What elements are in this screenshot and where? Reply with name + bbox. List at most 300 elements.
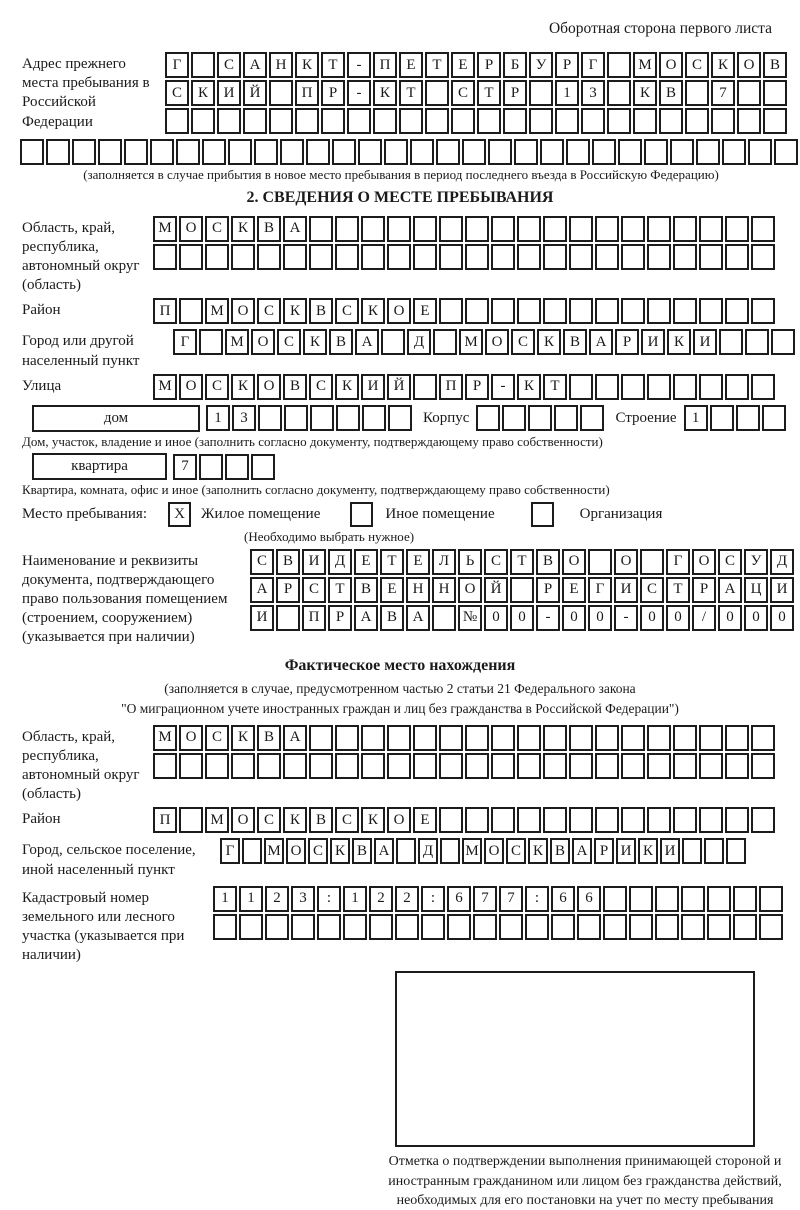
char-cell[interactable] xyxy=(763,108,787,134)
char-cell[interactable] xyxy=(681,914,705,940)
char-cell[interactable] xyxy=(707,914,731,940)
char-cell[interactable] xyxy=(20,139,44,165)
char-cell[interactable]: Р xyxy=(321,80,345,106)
char-cell[interactable]: Т xyxy=(425,52,449,78)
char-cell[interactable]: К xyxy=(638,838,658,864)
char-cell[interactable]: Д xyxy=(770,549,794,575)
char-cell[interactable]: К xyxy=(361,807,385,833)
char-cell[interactable]: А xyxy=(354,605,378,631)
char-cell[interactable] xyxy=(595,216,619,242)
char-cell[interactable] xyxy=(751,216,775,242)
char-cell[interactable] xyxy=(242,838,262,864)
char-cell[interactable]: М xyxy=(459,329,483,355)
char-cell[interactable]: К xyxy=(517,374,541,400)
char-cell[interactable]: 2 xyxy=(369,886,393,912)
char-cell[interactable]: Т xyxy=(666,577,690,603)
char-cell[interactable] xyxy=(569,216,593,242)
char-cell[interactable]: Р xyxy=(477,52,501,78)
char-cell[interactable] xyxy=(295,108,319,134)
char-cell[interactable] xyxy=(710,405,734,431)
char-cell[interactable]: О xyxy=(659,52,683,78)
char-cell[interactable]: В xyxy=(380,605,404,631)
char-cell[interactable] xyxy=(291,914,315,940)
char-cell[interactable]: Е xyxy=(562,577,586,603)
char-cell[interactable]: С xyxy=(205,374,229,400)
char-cell[interactable]: П xyxy=(153,807,177,833)
char-cell[interactable]: Д xyxy=(418,838,438,864)
char-cell[interactable] xyxy=(543,298,567,324)
char-cell[interactable]: 0 xyxy=(562,605,586,631)
char-cell[interactable]: И xyxy=(250,605,274,631)
checkbox-residential[interactable]: X xyxy=(168,502,191,527)
char-cell[interactable]: - xyxy=(536,605,560,631)
char-cell[interactable] xyxy=(165,108,189,134)
char-cell[interactable] xyxy=(569,244,593,270)
char-cell[interactable] xyxy=(659,108,683,134)
char-cell[interactable] xyxy=(699,374,723,400)
char-cell[interactable] xyxy=(384,139,408,165)
char-cell[interactable]: Е xyxy=(380,577,404,603)
char-cell[interactable]: К xyxy=(667,329,691,355)
char-cell[interactable]: 7 xyxy=(499,886,523,912)
char-cell[interactable]: С xyxy=(335,807,359,833)
char-cell[interactable] xyxy=(759,886,783,912)
char-cell[interactable] xyxy=(673,244,697,270)
char-cell[interactable] xyxy=(335,216,359,242)
char-cell[interactable] xyxy=(150,139,174,165)
char-cell[interactable] xyxy=(673,807,697,833)
char-cell[interactable]: Д xyxy=(328,549,352,575)
char-cell[interactable] xyxy=(257,244,281,270)
char-cell[interactable]: О xyxy=(562,549,586,575)
char-cell[interactable] xyxy=(528,405,552,431)
char-cell[interactable]: В xyxy=(257,725,281,751)
char-cell[interactable]: П xyxy=(295,80,319,106)
char-cell[interactable] xyxy=(737,108,761,134)
char-cell[interactable] xyxy=(704,838,724,864)
char-cell[interactable]: А xyxy=(572,838,592,864)
char-cell[interactable] xyxy=(347,108,371,134)
char-cell[interactable] xyxy=(592,139,616,165)
char-cell[interactable] xyxy=(751,807,775,833)
char-cell[interactable] xyxy=(725,807,749,833)
char-cell[interactable] xyxy=(517,244,541,270)
char-cell[interactable] xyxy=(655,886,679,912)
char-cell[interactable] xyxy=(369,914,393,940)
char-cell[interactable] xyxy=(607,52,631,78)
char-cell[interactable] xyxy=(525,914,549,940)
char-cell[interactable] xyxy=(595,807,619,833)
char-cell[interactable] xyxy=(309,216,333,242)
char-cell[interactable]: 1 xyxy=(213,886,237,912)
char-cell[interactable] xyxy=(685,80,709,106)
char-cell[interactable] xyxy=(580,405,604,431)
char-cell[interactable] xyxy=(725,216,749,242)
char-cell[interactable] xyxy=(603,914,627,940)
char-cell[interactable] xyxy=(433,329,457,355)
char-cell[interactable] xyxy=(225,454,249,480)
char-cell[interactable]: Р xyxy=(465,374,489,400)
char-cell[interactable]: Г xyxy=(581,52,605,78)
char-cell[interactable]: Й xyxy=(243,80,267,106)
char-cell[interactable] xyxy=(751,374,775,400)
char-cell[interactable]: П xyxy=(373,52,397,78)
char-cell[interactable] xyxy=(231,244,255,270)
char-cell[interactable]: Т xyxy=(321,52,345,78)
char-cell[interactable] xyxy=(199,329,223,355)
char-cell[interactable] xyxy=(476,405,500,431)
char-cell[interactable] xyxy=(737,80,761,106)
char-cell[interactable]: Р xyxy=(594,838,614,864)
char-cell[interactable] xyxy=(439,298,463,324)
char-cell[interactable] xyxy=(387,753,411,779)
char-cell[interactable]: Й xyxy=(387,374,411,400)
char-cell[interactable] xyxy=(124,139,148,165)
char-cell[interactable]: И xyxy=(660,838,680,864)
char-cell[interactable]: В xyxy=(354,577,378,603)
char-cell[interactable] xyxy=(283,244,307,270)
char-cell[interactable]: О xyxy=(458,577,482,603)
char-cell[interactable] xyxy=(621,216,645,242)
char-cell[interactable]: А xyxy=(243,52,267,78)
char-cell[interactable] xyxy=(670,139,694,165)
char-cell[interactable]: С xyxy=(309,374,333,400)
char-cell[interactable] xyxy=(699,244,723,270)
char-cell[interactable]: С xyxy=(484,549,508,575)
char-cell[interactable] xyxy=(321,108,345,134)
char-cell[interactable] xyxy=(569,298,593,324)
char-cell[interactable]: Р xyxy=(555,52,579,78)
char-cell[interactable]: С xyxy=(257,298,281,324)
char-cell[interactable]: М xyxy=(633,52,657,78)
char-cell[interactable] xyxy=(618,139,642,165)
char-cell[interactable] xyxy=(733,886,757,912)
char-cell[interactable]: К xyxy=(191,80,215,106)
char-cell[interactable] xyxy=(745,329,769,355)
char-cell[interactable] xyxy=(502,405,526,431)
char-cell[interactable] xyxy=(439,807,463,833)
char-cell[interactable]: П xyxy=(439,374,463,400)
char-cell[interactable] xyxy=(774,139,798,165)
char-cell[interactable]: И xyxy=(616,838,636,864)
char-cell[interactable] xyxy=(517,807,541,833)
char-cell[interactable] xyxy=(673,374,697,400)
char-cell[interactable] xyxy=(607,108,631,134)
char-cell[interactable]: 1 xyxy=(343,886,367,912)
char-cell[interactable] xyxy=(529,108,553,134)
char-cell[interactable] xyxy=(699,216,723,242)
char-cell[interactable]: Р xyxy=(503,80,527,106)
char-cell[interactable]: О xyxy=(737,52,761,78)
char-cell[interactable] xyxy=(607,80,631,106)
char-cell[interactable] xyxy=(387,725,411,751)
char-cell[interactable] xyxy=(465,216,489,242)
char-cell[interactable] xyxy=(465,807,489,833)
char-cell[interactable] xyxy=(477,108,501,134)
char-cell[interactable] xyxy=(595,374,619,400)
char-cell[interactable] xyxy=(421,914,445,940)
char-cell[interactable]: Е xyxy=(354,549,378,575)
char-cell[interactable]: В xyxy=(536,549,560,575)
char-cell[interactable] xyxy=(439,725,463,751)
char-cell[interactable]: Н xyxy=(432,577,456,603)
char-cell[interactable]: 6 xyxy=(577,886,601,912)
char-cell[interactable] xyxy=(491,298,515,324)
char-cell[interactable] xyxy=(439,244,463,270)
checkbox-other-premises[interactable] xyxy=(350,502,373,527)
char-cell[interactable]: В xyxy=(550,838,570,864)
char-cell[interactable] xyxy=(243,108,267,134)
char-cell[interactable] xyxy=(306,139,330,165)
char-cell[interactable]: Т xyxy=(399,80,423,106)
char-cell[interactable] xyxy=(265,914,289,940)
char-cell[interactable]: И xyxy=(693,329,717,355)
char-cell[interactable]: А xyxy=(374,838,394,864)
char-cell[interactable] xyxy=(373,108,397,134)
char-cell[interactable] xyxy=(199,454,223,480)
char-cell[interactable]: М xyxy=(205,298,229,324)
char-cell[interactable] xyxy=(462,139,486,165)
char-cell[interactable] xyxy=(517,725,541,751)
char-cell[interactable]: И xyxy=(217,80,241,106)
char-cell[interactable] xyxy=(673,725,697,751)
char-cell[interactable]: М xyxy=(225,329,249,355)
char-cell[interactable] xyxy=(191,52,215,78)
char-cell[interactable] xyxy=(621,753,645,779)
char-cell[interactable] xyxy=(540,139,564,165)
char-cell[interactable] xyxy=(269,80,293,106)
char-cell[interactable] xyxy=(381,329,405,355)
char-cell[interactable] xyxy=(517,298,541,324)
char-cell[interactable] xyxy=(98,139,122,165)
char-cell[interactable] xyxy=(569,807,593,833)
char-cell[interactable] xyxy=(621,807,645,833)
char-cell[interactable]: С xyxy=(165,80,189,106)
char-cell[interactable]: 3 xyxy=(232,405,256,431)
char-cell[interactable] xyxy=(439,753,463,779)
char-cell[interactable]: О xyxy=(484,838,504,864)
char-cell[interactable]: М xyxy=(153,725,177,751)
char-cell[interactable]: О xyxy=(387,298,411,324)
char-cell[interactable]: С xyxy=(511,329,535,355)
char-cell[interactable] xyxy=(588,549,612,575)
char-cell[interactable]: А xyxy=(589,329,613,355)
char-cell[interactable]: О xyxy=(179,725,203,751)
char-cell[interactable]: О xyxy=(251,329,275,355)
char-cell[interactable] xyxy=(343,914,367,940)
char-cell[interactable]: М xyxy=(153,374,177,400)
char-cell[interactable]: О xyxy=(387,807,411,833)
char-cell[interactable]: К xyxy=(537,329,561,355)
char-cell[interactable] xyxy=(510,577,534,603)
char-cell[interactable] xyxy=(387,244,411,270)
char-cell[interactable] xyxy=(762,405,786,431)
char-cell[interactable] xyxy=(309,753,333,779)
char-cell[interactable] xyxy=(395,914,419,940)
char-cell[interactable]: А xyxy=(355,329,379,355)
char-cell[interactable]: А xyxy=(283,216,307,242)
char-cell[interactable]: 0 xyxy=(718,605,742,631)
char-cell[interactable]: 7 xyxy=(711,80,735,106)
char-cell[interactable]: Й xyxy=(484,577,508,603)
char-cell[interactable]: С xyxy=(685,52,709,78)
char-cell[interactable]: : xyxy=(525,886,549,912)
char-cell[interactable] xyxy=(310,405,334,431)
char-cell[interactable]: И xyxy=(361,374,385,400)
char-cell[interactable] xyxy=(621,374,645,400)
char-cell[interactable] xyxy=(751,725,775,751)
char-cell[interactable] xyxy=(361,244,385,270)
char-cell[interactable]: 2 xyxy=(395,886,419,912)
char-cell[interactable] xyxy=(179,244,203,270)
char-cell[interactable]: С xyxy=(277,329,301,355)
char-cell[interactable] xyxy=(358,139,382,165)
char-cell[interactable] xyxy=(191,108,215,134)
char-cell[interactable] xyxy=(396,838,416,864)
char-cell[interactable]: Г xyxy=(165,52,189,78)
char-cell[interactable]: 0 xyxy=(588,605,612,631)
char-cell[interactable] xyxy=(361,753,385,779)
char-cell[interactable] xyxy=(647,298,671,324)
char-cell[interactable]: Е xyxy=(451,52,475,78)
char-cell[interactable]: Т xyxy=(543,374,567,400)
char-cell[interactable] xyxy=(595,753,619,779)
char-cell[interactable] xyxy=(335,244,359,270)
char-cell[interactable] xyxy=(228,139,252,165)
char-cell[interactable]: 3 xyxy=(291,886,315,912)
char-cell[interactable]: Л xyxy=(432,549,456,575)
char-cell[interactable] xyxy=(473,914,497,940)
checkbox-organization[interactable] xyxy=(531,502,554,527)
char-cell[interactable] xyxy=(202,139,226,165)
char-cell[interactable]: И xyxy=(770,577,794,603)
char-cell[interactable]: М xyxy=(462,838,482,864)
char-cell[interactable] xyxy=(707,886,731,912)
char-cell[interactable] xyxy=(566,139,590,165)
char-cell[interactable]: : xyxy=(421,886,445,912)
char-cell[interactable] xyxy=(451,108,475,134)
char-cell[interactable] xyxy=(699,725,723,751)
char-cell[interactable] xyxy=(465,753,489,779)
char-cell[interactable] xyxy=(332,139,356,165)
char-cell[interactable]: : xyxy=(317,886,341,912)
char-cell[interactable] xyxy=(388,405,412,431)
char-cell[interactable]: С xyxy=(257,807,281,833)
char-cell[interactable] xyxy=(258,405,282,431)
char-cell[interactable] xyxy=(205,753,229,779)
char-cell[interactable] xyxy=(425,108,449,134)
char-cell[interactable] xyxy=(72,139,96,165)
char-cell[interactable] xyxy=(699,753,723,779)
char-cell[interactable]: Г xyxy=(173,329,197,355)
char-cell[interactable]: 1 xyxy=(684,405,708,431)
char-cell[interactable] xyxy=(309,725,333,751)
char-cell[interactable] xyxy=(699,298,723,324)
char-cell[interactable] xyxy=(387,216,411,242)
char-cell[interactable]: С xyxy=(302,577,326,603)
char-cell[interactable]: - xyxy=(347,52,371,78)
char-cell[interactable] xyxy=(629,914,653,940)
char-cell[interactable] xyxy=(517,753,541,779)
char-cell[interactable]: - xyxy=(614,605,638,631)
char-cell[interactable] xyxy=(725,753,749,779)
char-cell[interactable] xyxy=(361,216,385,242)
char-cell[interactable]: М xyxy=(205,807,229,833)
char-cell[interactable]: Г xyxy=(588,577,612,603)
char-cell[interactable]: У xyxy=(744,549,768,575)
char-cell[interactable] xyxy=(711,108,735,134)
char-cell[interactable] xyxy=(413,374,437,400)
char-cell[interactable] xyxy=(581,108,605,134)
char-cell[interactable] xyxy=(399,108,423,134)
char-cell[interactable]: К xyxy=(231,725,255,751)
char-cell[interactable] xyxy=(621,244,645,270)
char-cell[interactable]: К xyxy=(361,298,385,324)
char-cell[interactable] xyxy=(603,886,627,912)
char-cell[interactable]: О xyxy=(231,807,255,833)
char-cell[interactable] xyxy=(682,838,702,864)
char-cell[interactable]: Р xyxy=(536,577,560,603)
char-cell[interactable] xyxy=(751,244,775,270)
char-cell[interactable] xyxy=(633,108,657,134)
char-cell[interactable] xyxy=(251,454,275,480)
char-cell[interactable]: К xyxy=(231,216,255,242)
char-cell[interactable]: 0 xyxy=(666,605,690,631)
char-cell[interactable]: Ь xyxy=(458,549,482,575)
char-cell[interactable] xyxy=(491,244,515,270)
char-cell[interactable]: - xyxy=(347,80,371,106)
char-cell[interactable] xyxy=(413,725,437,751)
char-cell[interactable] xyxy=(413,244,437,270)
char-cell[interactable]: П xyxy=(153,298,177,324)
char-cell[interactable]: К xyxy=(335,374,359,400)
char-cell[interactable] xyxy=(577,914,601,940)
char-cell[interactable]: А xyxy=(283,725,307,751)
char-cell[interactable] xyxy=(696,139,720,165)
char-cell[interactable]: К xyxy=(711,52,735,78)
char-cell[interactable] xyxy=(673,753,697,779)
char-cell[interactable]: 3 xyxy=(581,80,605,106)
char-cell[interactable] xyxy=(213,914,237,940)
char-cell[interactable] xyxy=(736,405,760,431)
char-cell[interactable] xyxy=(413,753,437,779)
char-cell[interactable]: 0 xyxy=(744,605,768,631)
char-cell[interactable] xyxy=(436,139,460,165)
char-cell[interactable] xyxy=(759,914,783,940)
char-cell[interactable] xyxy=(555,108,579,134)
char-cell[interactable]: № xyxy=(458,605,482,631)
char-cell[interactable]: И xyxy=(641,329,665,355)
char-cell[interactable] xyxy=(153,244,177,270)
char-cell[interactable]: С xyxy=(640,577,664,603)
char-cell[interactable] xyxy=(569,374,593,400)
char-cell[interactable]: 0 xyxy=(640,605,664,631)
char-cell[interactable] xyxy=(595,725,619,751)
char-cell[interactable]: С xyxy=(718,549,742,575)
char-cell[interactable] xyxy=(647,807,671,833)
char-cell[interactable] xyxy=(751,753,775,779)
char-cell[interactable]: В xyxy=(763,52,787,78)
char-cell[interactable] xyxy=(179,298,203,324)
char-cell[interactable]: В xyxy=(659,80,683,106)
char-cell[interactable] xyxy=(699,807,723,833)
char-cell[interactable]: К xyxy=(295,52,319,78)
char-cell[interactable] xyxy=(317,914,341,940)
char-cell[interactable]: Е xyxy=(413,807,437,833)
char-cell[interactable] xyxy=(432,605,456,631)
char-cell[interactable]: К xyxy=(303,329,327,355)
char-cell[interactable] xyxy=(725,244,749,270)
